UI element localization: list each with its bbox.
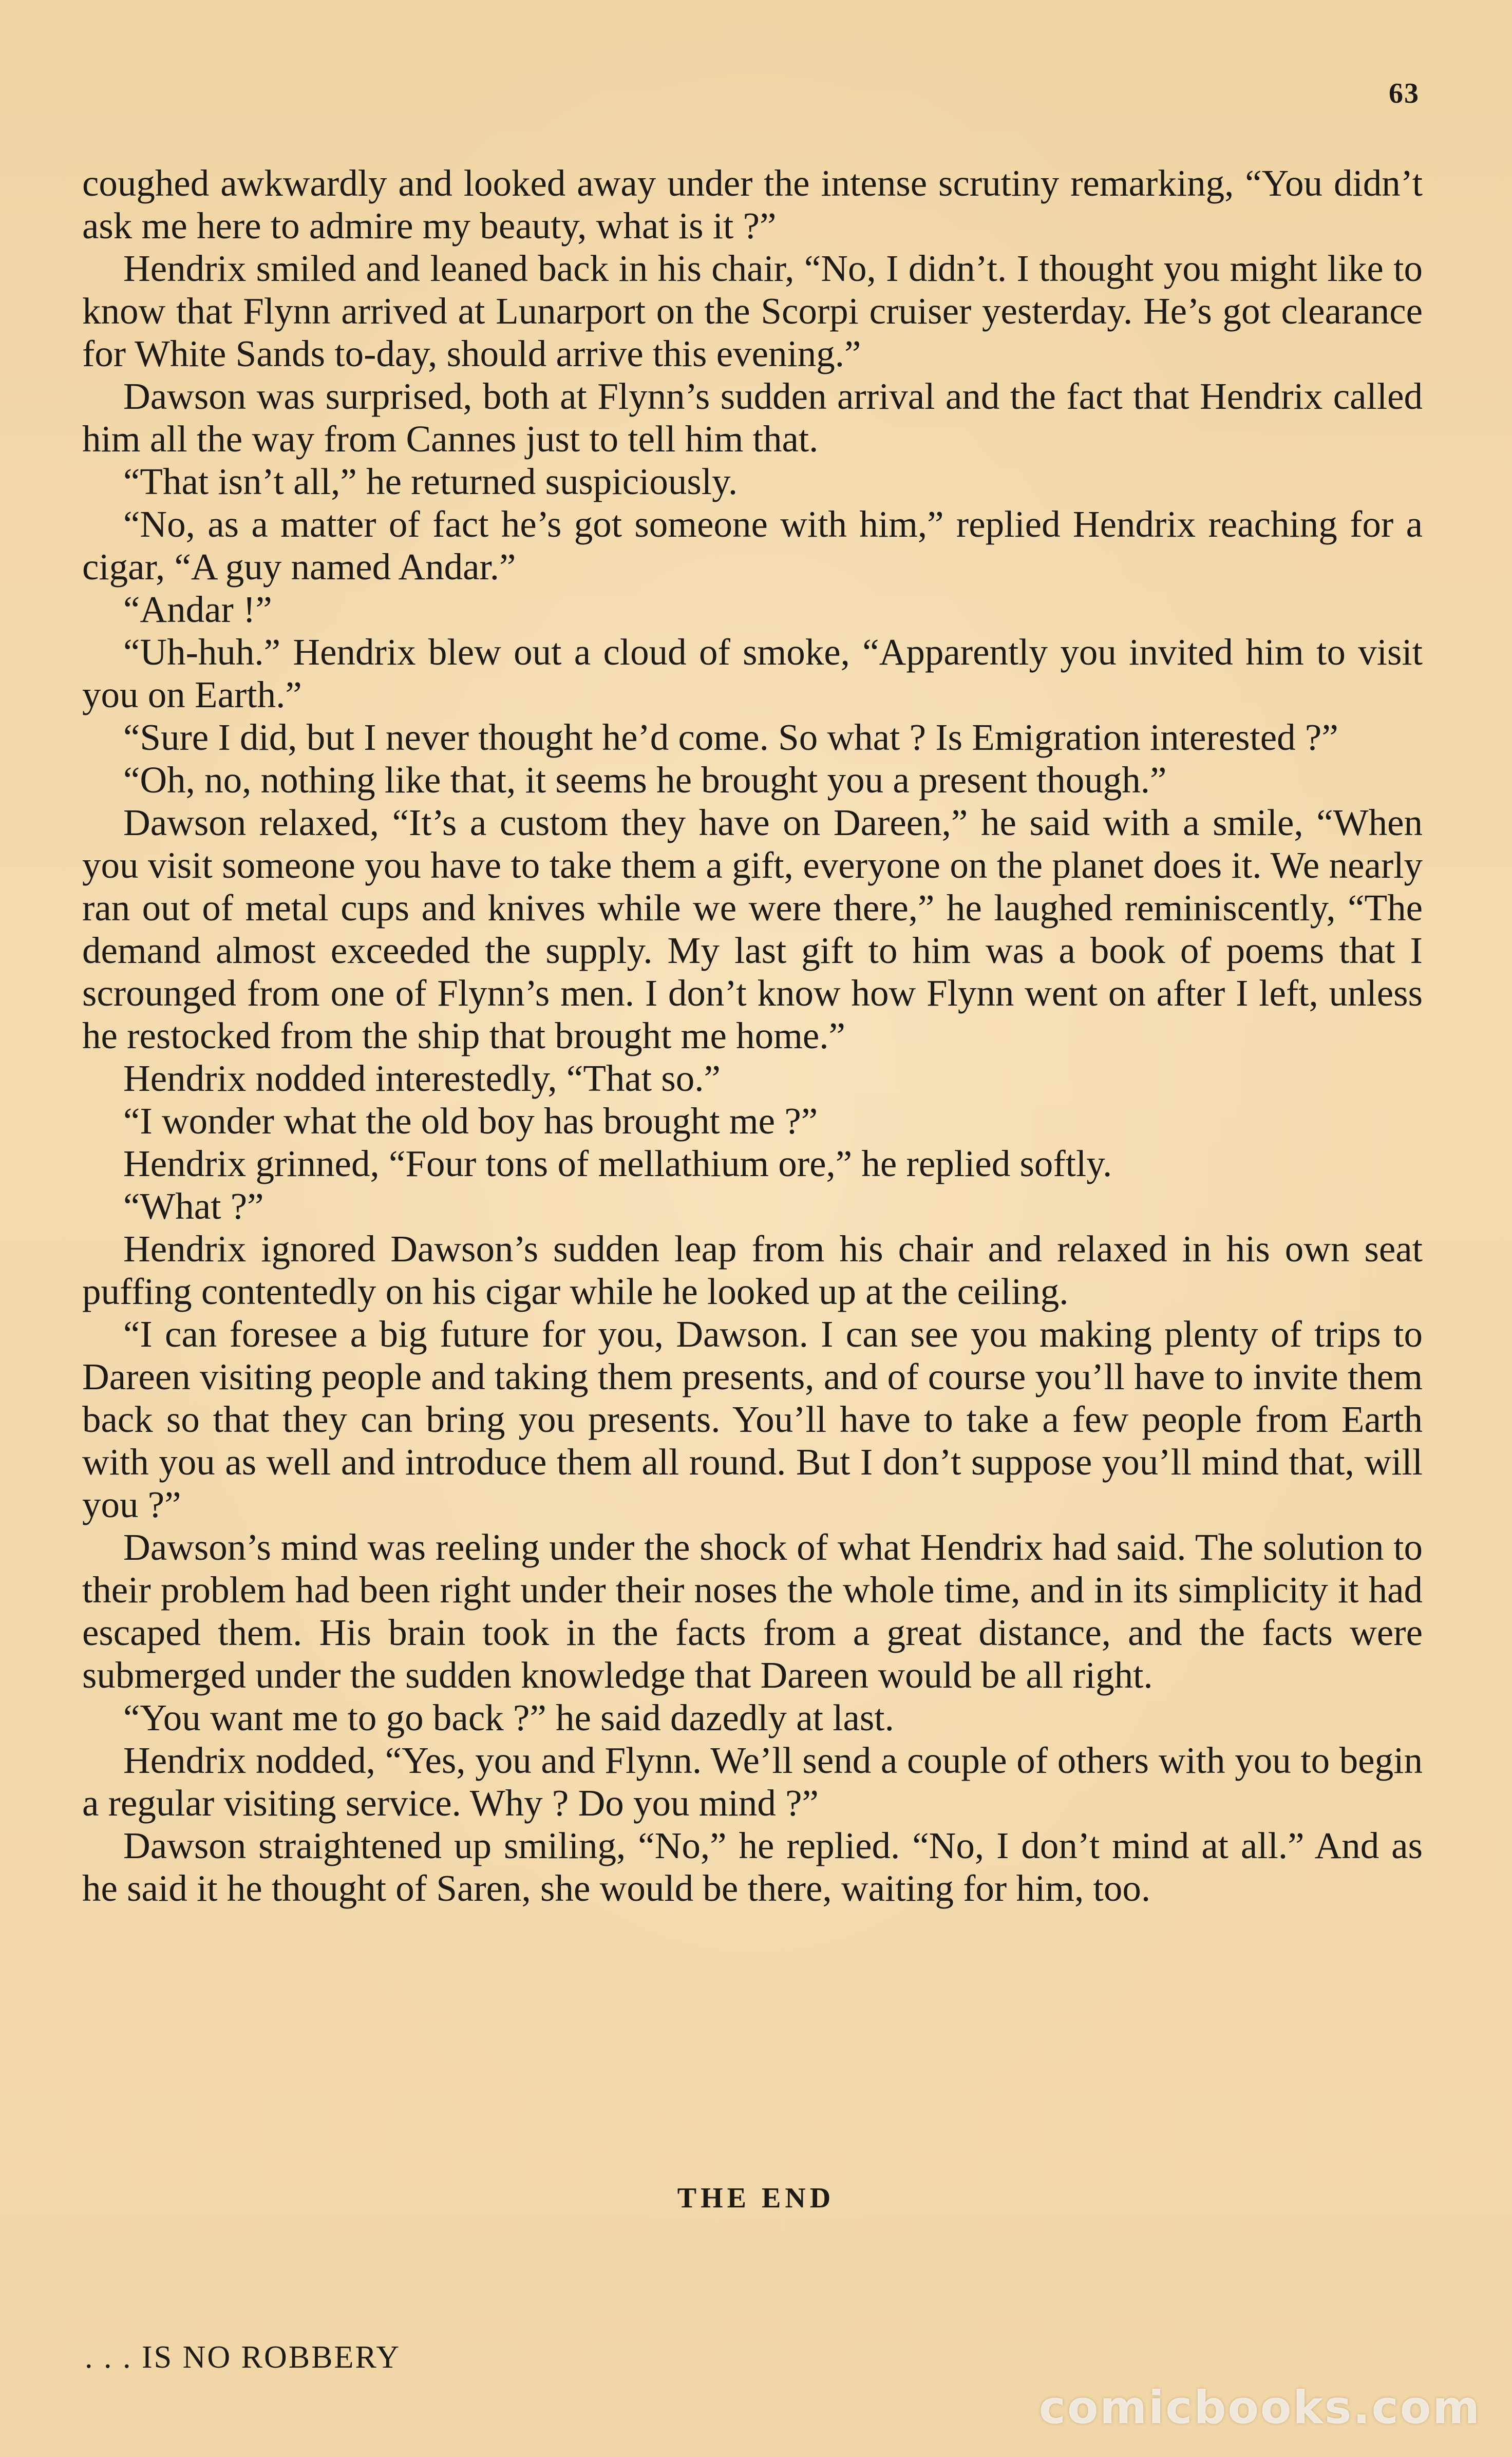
paragraph: Dawson was surprised, both at Flynn’s sudden arrival and the fact that Hendrix called him all the way from Cannes just to tell him that. (82, 375, 1423, 460)
paragraph: “I can foresee a big future for you, Dawson. I can see you making plenty of trips to Dareen visiting people and taking them presents, and of course you’ll have to invite them back so that they can bring you presents. You’ll have to take a few people from Earth with you as well and introduce them all round. But I don’t suppose you’ll mind that, will you ?” (82, 1313, 1423, 1525)
paragraph: Dawson’s mind was reeling under the shock of what Hendrix had said. The solution to their problem had been right under their noses the whole time, and in its simplicity it had escaped them. His brain took in the facts from a great distance, and the facts were submerged under the sudden knowledge that Dareen would be all right. (82, 1526, 1423, 1696)
paragraph: Hendrix smiled and leaned back in his chair, “No, I didn’t. I thought you might like to know that Flynn arrived at Lunarport on the Scorpi cruiser yesterday. He’s got clearance for White Sands to-day, should arrive this evening.” (82, 248, 1423, 374)
paragraph: Dawson relaxed, “It’s a custom they have on Dareen,” he said with a smile, “When you visit someone you have to take them a gift, everyone on the planet does it. We nearly ran out of metal cups and knives while we were there,” he laughed reminiscently, “The demand almost exceeded the supply. My last gift to him was a book of poems that I scrounged from one of Flynn’s men. I don’t know how Flynn went on after I left, unless he restocked from the ship that brought me home.” (82, 802, 1423, 1056)
paragraph: “Uh-huh.” Hendrix blew out a cloud of smoke, “Apparently you invited him to visit you on Earth.” (82, 631, 1423, 715)
paragraph: “I wonder what the old boy has brought me ?” (123, 1100, 818, 1142)
paragraph: “What ?” (123, 1185, 264, 1227)
the-end-heading: THE END (677, 2182, 835, 2214)
paragraph: “Andar !” (123, 589, 272, 630)
story-text (82, 162, 1423, 1910)
page-number: 63 (1389, 78, 1420, 109)
paragraph: “No, as a matter of fact he’s got someone with him,” replied Hendrix reaching for a cigar, “A guy named Andar.” (82, 503, 1423, 588)
paragraph: “That isn’t all,” he returned suspiciously. (123, 461, 738, 502)
paragraph: Dawson straightened up smiling, “No,” he replied. “No, I don’t mind at all.” And as he said it he thought of Saren, she would be there, waiting for him, too. (82, 1825, 1423, 1909)
paragraph: coughed awkwardly and looked away under the intense scrutiny remarking, “You didn’t ask me here to admire my beauty, what is it ?” (82, 162, 1423, 247)
paragraph: Hendrix nodded interestedly, “That so.” (123, 1057, 721, 1099)
paragraph: “You want me to go back ?” he said dazedly at last. (123, 1697, 894, 1738)
watermark: comicbooks.com (1038, 2381, 1481, 2434)
paragraph: Hendrix nodded, “Yes, you and Flynn. We’ll send a couple of others with you to begin a regular visiting service. Why ? Do you mind ?” (82, 1740, 1423, 1824)
footer-filler-title: . . . IS NO ROBBERY (85, 2340, 401, 2375)
paragraph: “Oh, no, nothing like that, it seems he brought you a present though.” (123, 759, 1167, 801)
paragraph: Hendrix ignored Dawson’s sudden leap from his chair and relaxed in his own seat puffing contentedly on his cigar while he looked up at the ceiling. (82, 1228, 1423, 1312)
paragraph: “Sure I did, but I never thought he’d come. So what ? Is Emigration interested ?” (123, 716, 1338, 758)
paragraph: Hendrix grinned, “Four tons of mellathium ore,” he replied softly. (123, 1143, 1112, 1184)
